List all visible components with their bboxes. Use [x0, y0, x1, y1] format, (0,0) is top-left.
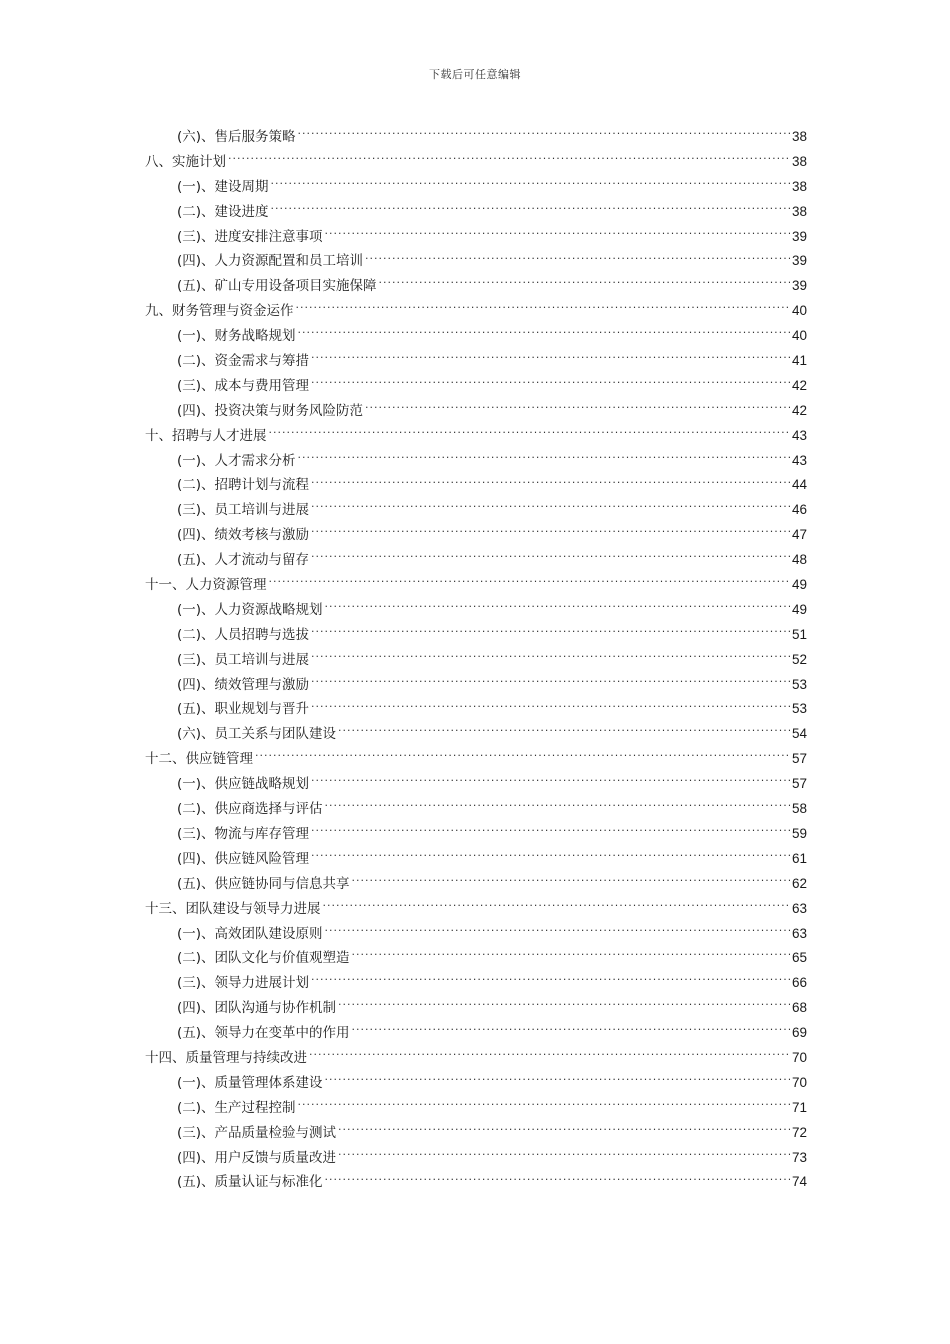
toc-entry-title: 十二、供应链管理: [145, 751, 253, 768]
toc-entry-title: (一)、建设周期: [177, 178, 269, 195]
toc-section-entry[interactable]: [145, 971, 807, 996]
toc-page-number: 74: [791, 1174, 807, 1190]
toc-page-number: 49: [791, 577, 807, 593]
toc-section-entry[interactable]: [145, 200, 807, 225]
toc-entry-title: (六)、员工关系与团队建设: [177, 726, 337, 743]
toc-entry-title: (三)、员工培训与进展: [177, 502, 310, 519]
toc-section-entry[interactable]: [145, 399, 807, 424]
toc-dot-leader: [228, 152, 790, 166]
toc-page-number: 40: [791, 303, 807, 319]
toc-dot-leader: [311, 849, 790, 863]
toc-dot-leader: [269, 576, 790, 590]
toc-entry-title: (二)、人员招聘与选拔: [177, 626, 310, 643]
toc-entry-title: (二)、建设进度: [177, 203, 269, 220]
toc-entry-title: (二)、招聘计划与流程: [177, 477, 310, 494]
toc-chapter-entry[interactable]: [145, 299, 807, 324]
toc-dot-leader: [323, 899, 790, 913]
toc-page-number: 61: [791, 850, 807, 866]
table-of-contents: [145, 125, 807, 1195]
toc-page-number: 63: [791, 925, 807, 941]
toc-page-number: 38: [791, 178, 807, 194]
toc-entry-title: (三)、领导力进展计划: [177, 975, 310, 992]
toc-page-number: 65: [791, 950, 807, 966]
toc-dot-leader: [298, 451, 790, 465]
toc-page-number: 47: [791, 527, 807, 543]
toc-section-entry[interactable]: [145, 225, 807, 250]
toc-page-number: 72: [791, 1124, 807, 1140]
toc-entry-title: (五)、人才流动与留存: [177, 552, 310, 569]
toc-section-entry[interactable]: [145, 324, 807, 349]
toc-page-number: 52: [791, 651, 807, 667]
toc-dot-leader: [296, 302, 790, 316]
toc-section-entry[interactable]: [145, 374, 807, 399]
toc-entry-title: (五)、矿山专用设备项目实施保障: [177, 278, 377, 295]
toc-section-entry[interactable]: [145, 125, 807, 150]
toc-entry-title: 十、招聘与人才进展: [145, 427, 267, 444]
toc-entry-title: (五)、职业规划与晋升: [177, 701, 310, 718]
toc-chapter-entry[interactable]: [145, 573, 807, 598]
toc-section-entry[interactable]: [145, 922, 807, 947]
toc-page-number: 46: [791, 502, 807, 518]
toc-entry-title: (三)、产品质量检验与测试: [177, 1124, 337, 1141]
toc-section-entry[interactable]: [145, 598, 807, 623]
toc-dot-leader: [325, 227, 790, 241]
toc-dot-leader: [269, 426, 790, 440]
toc-entry-title: (一)、质量管理体系建设: [177, 1074, 323, 1091]
toc-section-entry[interactable]: [145, 249, 807, 274]
toc-dot-leader: [311, 501, 790, 515]
toc-dot-leader: [379, 277, 790, 291]
toc-dot-leader: [255, 750, 790, 764]
toc-entry-title: (三)、进度安排注意事项: [177, 228, 323, 245]
toc-chapter-entry[interactable]: [145, 747, 807, 772]
toc-dot-leader: [309, 1048, 790, 1062]
toc-section-entry[interactable]: [145, 1071, 807, 1096]
toc-page-number: 73: [791, 1149, 807, 1165]
toc-page-number: 49: [791, 601, 807, 617]
toc-entry-title: (一)、高效团队建设原则: [177, 925, 323, 942]
toc-page-number: 66: [791, 975, 807, 991]
toc-entry-title: 八、实施计划: [145, 153, 226, 170]
toc-section-entry[interactable]: [145, 449, 807, 474]
toc-entry-title: (一)、人才需求分析: [177, 452, 296, 469]
toc-page-number: 39: [791, 253, 807, 269]
toc-dot-leader: [338, 1123, 790, 1137]
toc-entry-title: (四)、团队沟通与协作机制: [177, 1000, 337, 1017]
toc-section-entry[interactable]: [145, 1096, 807, 1121]
toc-page-number: 48: [791, 552, 807, 568]
toc-dot-leader: [365, 252, 790, 266]
toc-dot-leader: [311, 974, 790, 988]
toc-dot-leader: [338, 725, 790, 739]
toc-page-number: 58: [791, 801, 807, 817]
toc-page-number: 53: [791, 676, 807, 692]
toc-dot-leader: [311, 650, 790, 664]
toc-entry-title: (六)、售后服务策略: [177, 129, 296, 145]
toc-entry-title: (二)、供应商选择与评估: [177, 801, 323, 818]
toc-dot-leader: [298, 1098, 790, 1112]
toc-section-entry[interactable]: [145, 946, 807, 971]
toc-section-entry[interactable]: [145, 1021, 807, 1046]
toc-page-number: 57: [791, 776, 807, 792]
toc-section-entry[interactable]: [145, 697, 807, 722]
toc-entry-title: (一)、财务战略规划: [177, 328, 296, 345]
toc-section-entry[interactable]: [145, 872, 807, 897]
toc-page-number: 40: [791, 328, 807, 344]
toc-dot-leader: [311, 352, 790, 366]
toc-section-entry[interactable]: [145, 175, 807, 200]
toc-page-number: 43: [791, 427, 807, 443]
toc-entry-title: (四)、供应链风险管理: [177, 850, 310, 867]
toc-page-number: 71: [791, 1099, 807, 1115]
toc-dot-leader: [311, 376, 790, 390]
toc-entry-title: (三)、员工培训与进展: [177, 651, 310, 668]
toc-section-entry[interactable]: [145, 648, 807, 673]
toc-page-number: 41: [791, 353, 807, 369]
toc-dot-leader: [311, 625, 790, 639]
toc-dot-leader: [325, 1073, 790, 1087]
toc-dot-leader: [352, 949, 790, 963]
toc-section-entry[interactable]: [145, 822, 807, 847]
toc-dot-leader: [298, 327, 790, 341]
toc-page-number: 39: [791, 278, 807, 294]
toc-dot-leader: [298, 128, 790, 142]
toc-dot-leader: [311, 824, 790, 838]
toc-dot-leader: [352, 1024, 790, 1038]
toc-section-entry[interactable]: [145, 473, 807, 498]
toc-section-entry[interactable]: [145, 1146, 807, 1171]
toc-dot-leader: [338, 999, 790, 1013]
toc-dot-leader: [325, 1173, 790, 1187]
toc-dot-leader: [365, 401, 790, 415]
toc-page-number: 44: [791, 477, 807, 493]
toc-entry-title: (五)、领导力在变革中的作用: [177, 1025, 350, 1042]
toc-entry-title: (四)、绩效考核与激励: [177, 527, 310, 544]
toc-dot-leader: [325, 924, 790, 938]
toc-dot-leader: [311, 675, 790, 689]
toc-page-number: 54: [791, 726, 807, 742]
toc-dot-leader: [311, 476, 790, 490]
toc-dot-leader: [311, 775, 790, 789]
toc-dot-leader: [325, 800, 790, 814]
toc-dot-leader: [311, 551, 790, 565]
toc-entry-title: (四)、人力资源配置和员工培训: [177, 253, 364, 270]
toc-page-number: 69: [791, 1025, 807, 1041]
toc-dot-leader: [338, 1148, 790, 1162]
toc-dot-leader: [325, 600, 790, 614]
toc-page-number: 53: [791, 701, 807, 717]
toc-page-number: 38: [791, 203, 807, 219]
toc-entry-title: 九、财务管理与资金运作: [145, 303, 294, 320]
toc-section-entry[interactable]: [145, 548, 807, 573]
toc-page-number: 70: [791, 1049, 807, 1065]
toc-entry-title: (四)、绩效管理与激励: [177, 676, 310, 693]
toc-page-number: 68: [791, 1000, 807, 1016]
toc-section-entry[interactable]: [145, 722, 807, 747]
toc-entry-title: 十一、人力资源管理: [145, 577, 267, 594]
toc-page-number: 42: [791, 377, 807, 393]
toc-dot-leader: [271, 202, 790, 216]
toc-page-number: 62: [791, 875, 807, 891]
toc-section-entry[interactable]: [145, 523, 807, 548]
toc-page-number: 43: [791, 452, 807, 468]
toc-page-number: 38: [791, 153, 807, 169]
toc-entry-title: (五)、质量认证与标准化: [177, 1174, 323, 1191]
toc-entry-title: (二)、资金需求与筹措: [177, 353, 310, 370]
toc-entry-title: (五)、供应链协同与信息共享: [177, 875, 350, 892]
toc-section-entry[interactable]: [145, 1170, 807, 1195]
toc-dot-leader: [311, 526, 790, 540]
toc-entry-title: (三)、物流与库存管理: [177, 825, 310, 842]
toc-section-entry[interactable]: [145, 498, 807, 523]
toc-section-entry[interactable]: [145, 847, 807, 872]
toc-entry-title: (三)、成本与费用管理: [177, 377, 310, 394]
toc-section-entry[interactable]: [145, 349, 807, 374]
toc-entry-title: (四)、用户反馈与质量改进: [177, 1149, 337, 1166]
toc-page-number: 42: [791, 402, 807, 418]
toc-section-entry[interactable]: [145, 274, 807, 299]
toc-page-number: 51: [791, 626, 807, 642]
toc-entry-title: (二)、生产过程控制: [177, 1099, 296, 1116]
toc-entry-title: (四)、投资决策与财务风险防范: [177, 402, 364, 419]
toc-section-entry[interactable]: [145, 797, 807, 822]
toc-page-number: 39: [791, 228, 807, 244]
toc-page-number: 63: [791, 900, 807, 916]
toc-section-entry[interactable]: [145, 772, 807, 797]
toc-section-entry[interactable]: [145, 996, 807, 1021]
toc-dot-leader: [311, 700, 790, 714]
toc-entry-title: 十四、质量管理与持续改进: [145, 1049, 307, 1066]
toc-page-number: 70: [791, 1074, 807, 1090]
toc-page-number: 59: [791, 825, 807, 841]
toc-section-entry[interactable]: [145, 1121, 807, 1146]
toc-chapter-entry[interactable]: [145, 424, 807, 449]
toc-chapter-entry[interactable]: [145, 150, 807, 175]
toc-dot-leader: [271, 177, 790, 191]
page-header: 下载后可任意编辑: [429, 68, 521, 81]
toc-chapter-entry[interactable]: [145, 897, 807, 922]
toc-page-number: 57: [791, 751, 807, 767]
toc-section-entry[interactable]: [145, 623, 807, 648]
toc-page-number: 38: [791, 129, 807, 144]
toc-entry-title: (一)、人力资源战略规划: [177, 601, 323, 618]
toc-dot-leader: [352, 874, 790, 888]
toc-section-entry[interactable]: [145, 673, 807, 698]
toc-entry-title: (一)、供应链战略规划: [177, 776, 310, 793]
toc-entry-title: 十三、团队建设与领导力进展: [145, 900, 321, 917]
toc-entry-title: (二)、团队文化与价值观塑造: [177, 950, 350, 967]
toc-chapter-entry[interactable]: [145, 1046, 807, 1071]
